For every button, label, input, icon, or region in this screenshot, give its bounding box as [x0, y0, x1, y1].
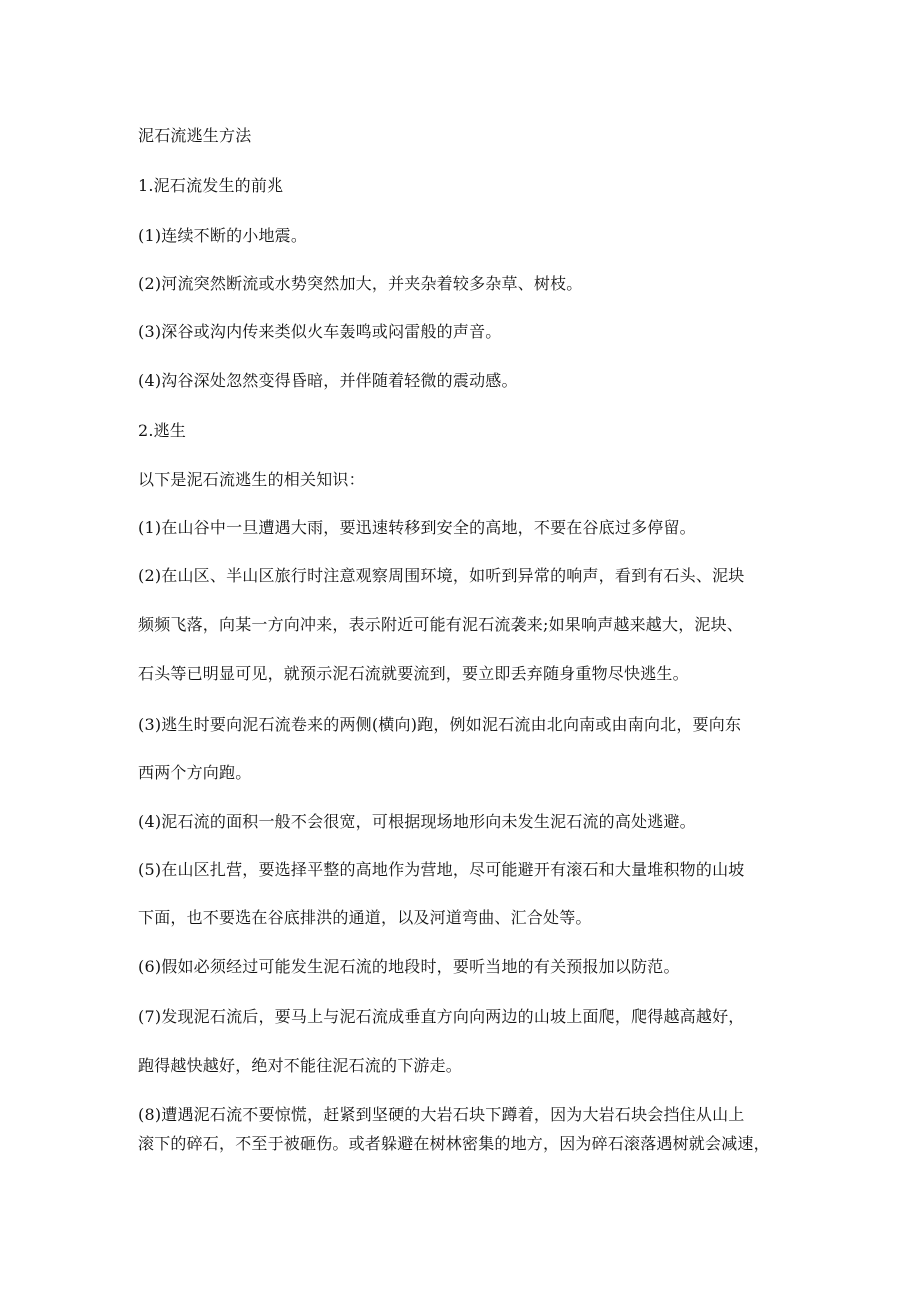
escape-line: (5)在山区扎营，要选择平整的高地作为营地，尽可能避开有滚石和大量堆积物的山坡 — [138, 860, 745, 879]
sign-item-4: (4)沟谷深处忽然变得昏暗，并伴随着轻微的震动感。 — [138, 371, 518, 390]
escape-line: (7)发现泥石流后，要马上与泥石流成垂直方向向两边的山坡上面爬，爬得越高越好， — [138, 1007, 745, 1026]
escape-line: 西两个方向跑。 — [138, 763, 252, 782]
sign-item-2: (2)河流突然断流或水势突然加大，并夹杂着较多杂草、树枝。 — [138, 274, 583, 293]
sign-item-1: (1)连续不断的小地震。 — [138, 226, 308, 245]
escape-intro: 以下是泥石流逃生的相关知识： — [138, 470, 365, 489]
escape-line: (1)在山谷中一旦遭遇大雨，要迅速转移到安全的高地，不要在谷底过多停留。 — [138, 518, 696, 537]
section-heading-escape: 2.逃生 — [138, 421, 187, 440]
escape-line: 滚下的碎石，不至于被砸伤。或者躲避在树林密集的地方，因为碎石滚落遇树就会减速， — [138, 1134, 770, 1153]
escape-line: 频频飞落，向某一方向冲来，表示附近可能有泥石流袭来;如果响声越来越大，泥块、 — [138, 615, 743, 634]
escape-line: 石头等已明显可见，就预示泥石流就要流到，要立即丢弃随身重物尽快逃生。 — [138, 664, 689, 683]
section-heading-signs: 1.泥石流发生的前兆 — [138, 176, 284, 195]
escape-line: 跑得越快越好，绝对不能往泥石流的下游走。 — [138, 1056, 463, 1075]
escape-line: (8)遭遇泥石流不要惊慌，赶紧到坚硬的大岩石块下蹲着，因为大岩石块会挡住从山上 — [138, 1105, 745, 1124]
escape-line: (3)逃生时要向泥石流卷来的两侧(横向)跑，例如泥石流由北向南或由南向北，要向东 — [138, 715, 742, 734]
escape-line: 下面，也不要选在谷底排洪的通道，以及河道弯曲、汇合处等。 — [138, 908, 592, 927]
escape-line: (6)假如必须经过可能发生泥石流的地段时，要听当地的有关预报加以防范。 — [138, 957, 680, 976]
escape-line: (4)泥石流的面积一般不会很宽，可根据现场地形向未发生泥石流的高处逃避。 — [138, 812, 696, 831]
sign-item-3: (3)深谷或沟内传来类似火车轰鸣或闷雷般的声音。 — [138, 322, 502, 341]
escape-line: (2)在山区、半山区旅行时注意观察周围环境，如听到异常的响声，看到有石头、泥块 — [138, 566, 745, 585]
document-title: 泥石流逃生方法 — [138, 126, 252, 145]
